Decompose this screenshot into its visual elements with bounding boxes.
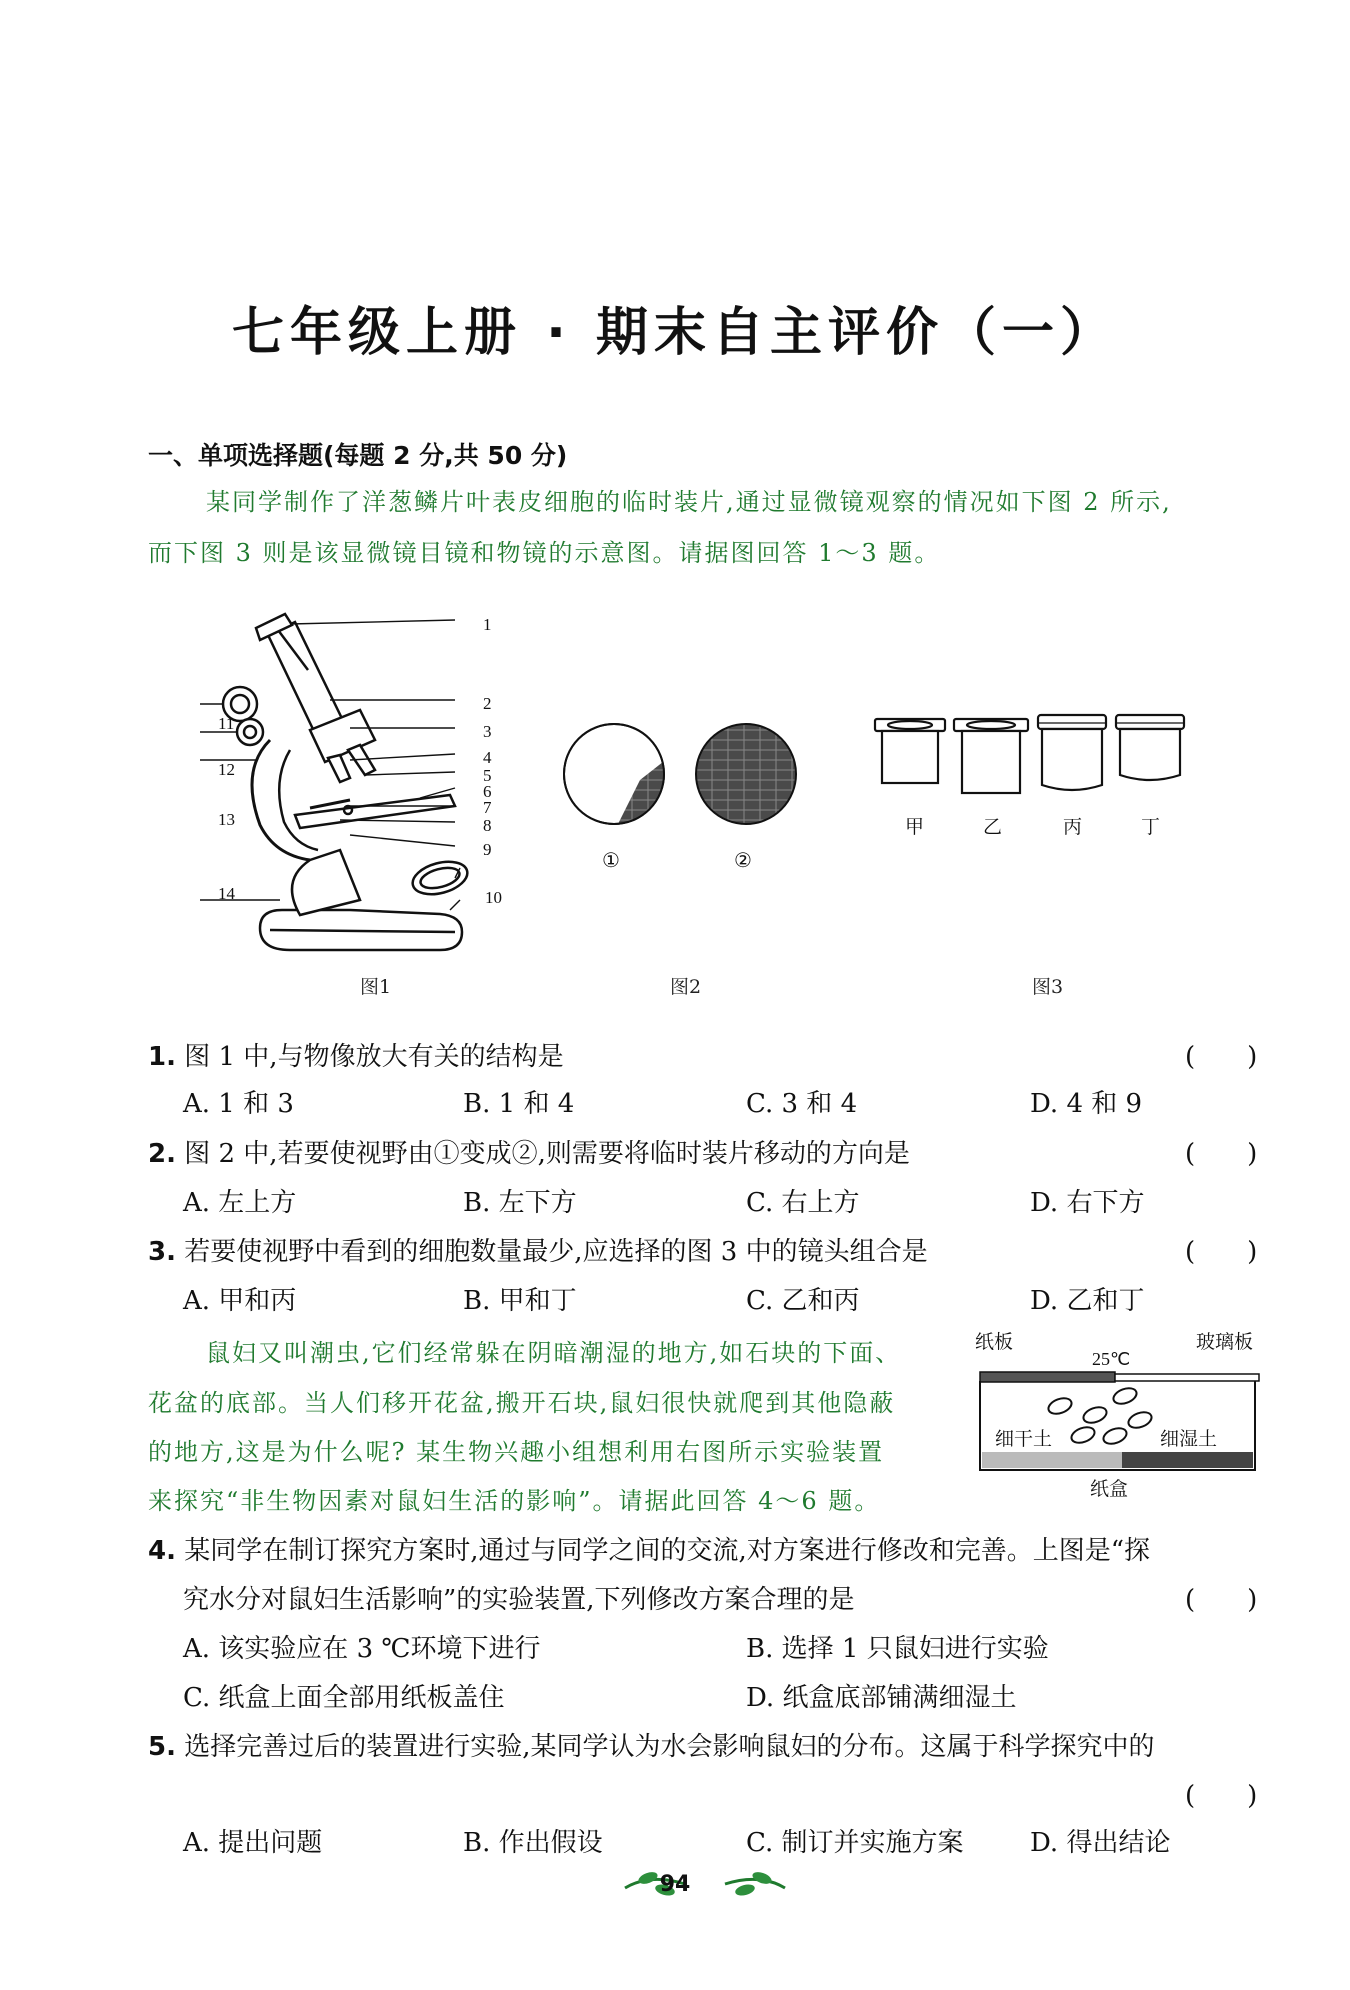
section-heading: 一、单项选择题(每题 2 分,共 50 分) [148,441,568,470]
answer-blank[interactable]: ( ) [1185,1139,1258,1169]
lens-label-jia: 甲 [905,817,925,838]
microscope-label-5: 5 [483,766,492,785]
question-2 [148,1133,910,1170]
option-c[interactable]: C. 制订并实施方案 [746,1828,964,1858]
microscope-label-13: 13 [218,810,235,829]
option-b[interactable]: B. 左下方 [463,1188,577,1218]
intro-paragraph-line: 某同学制作了洋葱鳞片叶表皮细胞的临时装片,通过显微镜观察的情况如下图 2 所示, [206,488,1172,516]
microscope-label-7: 7 [483,798,492,817]
option-b[interactable]: B. 选择 1 只鼠妇进行实验 [746,1634,1049,1664]
apparatus-box-label: 纸盒 [1090,1479,1129,1500]
microscope-label-6: 6 [483,782,492,801]
question-number: 2. [148,1139,176,1169]
intro2-line: 来探究“非生物因素对鼠妇生活的影响”。请据此回答 4～6 题。 [148,1487,881,1515]
apparatus-dry-soil-label: 细干土 [995,1429,1053,1450]
view-2 [696,724,796,824]
answer-blank[interactable]: ( ) [1185,1042,1258,1072]
question-5 [148,1726,1155,1763]
option-a[interactable]: A. 提出问题 [183,1828,323,1858]
glass-board [1115,1374,1259,1381]
intro2-line: 的地方,这是为什么呢? 某生物兴趣小组想利用右图所示实验装置 [148,1438,885,1466]
intro2-line: 鼠妇又叫潮虫,它们经常躲在阴暗潮湿的地方,如石块的下面、 [206,1339,902,1367]
option-a[interactable]: A. 左上方 [183,1188,297,1218]
answer-blank[interactable]: ( ) [1185,1781,1258,1811]
option-d[interactable]: D. 得出结论 [1030,1828,1171,1858]
question-number: 1. [148,1042,176,1072]
option-d[interactable]: D. 纸盒底部铺满细湿土 [746,1683,1017,1713]
question-number: 5. [148,1732,176,1762]
lens-label-ding: 丁 [1141,817,1161,838]
page-title: 七年级上册 · 期末自主评价（一） [232,303,1118,363]
option-d[interactable]: D. 4 和 9 [1030,1089,1143,1119]
view-2-label: ② [734,850,752,872]
page-number: 94 [659,1872,691,1897]
microscope-label-3: 3 [483,722,492,741]
microscope-label-14: 14 [218,884,235,903]
option-a[interactable]: A. 1 和 3 [183,1089,294,1119]
microscope-figure [200,610,520,960]
figure-1-caption: 图1 [360,976,392,998]
answer-blank[interactable]: ( ) [1185,1237,1258,1267]
microscope-label-11: 11 [218,714,235,733]
question-4 [148,1530,1150,1567]
leaf-ornament-right-icon [720,1868,790,1898]
apparatus-wet-soil-label: 细湿土 [1160,1429,1218,1450]
option-c[interactable]: C. 纸盒上面全部用纸板盖住 [183,1683,505,1713]
lens-label-yi: 乙 [983,817,1003,838]
question-text: 选择完善过后的装置进行实验,某同学认为水会影响鼠妇的分布。这属于科学探究中的 [184,1732,1155,1762]
question-4-continued: 究水分对鼠妇生活影响”的实验装置,下列修改方案合理的是 [183,1585,855,1615]
question-text: 图 1 中,与物像放大有关的结构是 [184,1042,564,1072]
question-text: 图 2 中,若要使视野由①变成②,则需要将临时装片移动的方向是 [184,1139,910,1169]
intro2-line: 花盆的底部。当人们移开花盆,搬开石块,鼠妇很快就爬到其他隐蔽 [148,1389,896,1417]
apparatus-temperature: 25℃ [1092,1349,1131,1369]
microscope-label-9: 9 [483,840,492,859]
option-c[interactable]: C. 乙和丙 [746,1286,860,1316]
microscope-label-2: 2 [483,694,492,713]
microscope-label-8: 8 [483,816,492,835]
option-b[interactable]: B. 作出假设 [463,1828,603,1858]
lens-label-bing: 丙 [1063,817,1083,838]
microscope-label-4: 4 [483,748,492,767]
option-b[interactable]: B. 1 和 4 [463,1089,575,1119]
option-a[interactable]: A. 甲和丙 [183,1286,297,1316]
paper-board [980,1372,1115,1382]
answer-blank[interactable]: ( ) [1185,1585,1258,1615]
option-b[interactable]: B. 甲和丁 [463,1286,577,1316]
question-text: 若要使视野中看到的细胞数量最少,应选择的图 3 中的镜头组合是 [184,1237,928,1267]
question-number: 3. [148,1237,176,1267]
lenses-figure [870,705,1200,795]
figure-2-caption: 图2 [670,976,702,998]
view-1-label: ① [602,850,620,872]
option-a[interactable]: A. 该实验应在 3 ℃环境下进行 [183,1634,541,1664]
microscope-label-10: 10 [485,888,502,907]
intro-paragraph-line: 而下图 3 则是该显微镜目镜和物镜的示意图。请据图回答 1～3 题。 [148,539,941,567]
question-text: 某同学在制订探究方案时,通过与同学之间的交流,对方案进行修改和完善。上图是“探 [184,1536,1151,1566]
apparatus-glass-board-label: 玻璃板 [1196,1332,1254,1353]
question-number: 4. [148,1536,176,1566]
option-c[interactable]: C. 右上方 [746,1188,860,1218]
option-d[interactable]: D. 乙和丁 [1030,1286,1145,1316]
apparatus-paper-board-label: 纸板 [975,1332,1014,1353]
question-1 [148,1036,564,1073]
microscope-label-12: 12 [218,760,235,779]
option-c[interactable]: C. 3 和 4 [746,1089,858,1119]
option-d[interactable]: D. 右下方 [1030,1188,1145,1218]
field-of-view-figure [560,720,820,830]
figure-3-caption: 图3 [1032,976,1064,998]
question-3 [148,1231,928,1268]
microscope-label-1: 1 [483,615,492,634]
